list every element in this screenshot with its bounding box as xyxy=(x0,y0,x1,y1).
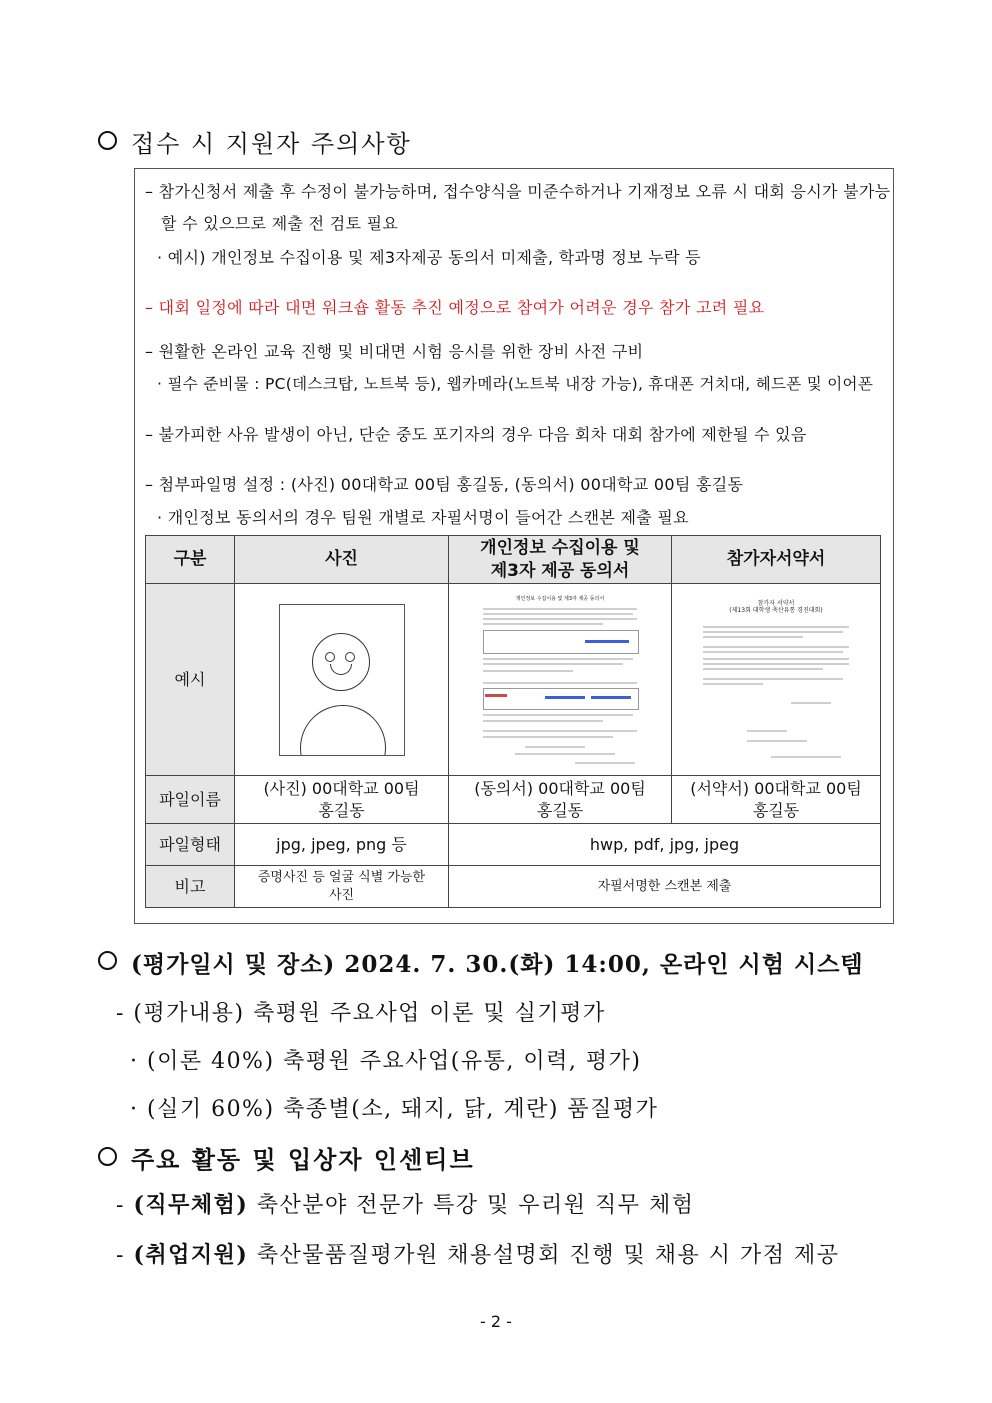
row-label-note: 비고 xyxy=(146,866,235,908)
example-table xyxy=(145,535,881,908)
body-icon xyxy=(300,705,386,756)
note-docs: 자필서명한 스캔본 제출 xyxy=(449,866,881,908)
circle-bullet-icon xyxy=(98,131,117,150)
table-row-example xyxy=(146,584,881,776)
filename-consent xyxy=(449,776,672,824)
notice-line-6: – 불가피한 사유 발생이 아닌, 단순 중도 포기자의 경우 다음 회차 대회 참가에 제한될 수 있음 xyxy=(145,425,807,444)
filename-consent-line-2: 홍길동 xyxy=(536,800,584,820)
notice-line-3: · 예시) 개인정보 수집이용 및 제3자제공 동의서 미제출, 학과명 정보 누락 등 xyxy=(157,248,701,267)
pledge-thumb-title-1: 참가자 서약서 xyxy=(757,599,795,607)
section-1-title: 접수 시 지원자 주의사항 xyxy=(131,130,412,158)
note-photo xyxy=(235,866,449,908)
eval-theory-line: · (이론 40%) 축평원 주요사업(유통, 이력, 평가) xyxy=(130,1049,642,1074)
notice-line-4: – 원활한 온라인 교육 진행 및 비대면 시험 응시를 위한 장비 사전 구비 xyxy=(145,342,644,361)
section-3-title: 주요 활동 및 입상자 인센티브 xyxy=(131,1145,475,1174)
activity-line-1-prefix: (직무체험) xyxy=(133,1192,249,1218)
eval-content-line: - (평가내용) 축평원 주요사업 이론 및 실기평가 xyxy=(116,1001,606,1026)
activity-line-2-text: 축산물품질평가원 채용설명회 진행 및 채용 시 가점 제공 xyxy=(256,1243,840,1268)
pledge-form-thumbnail xyxy=(691,590,861,770)
notice-line-2: 할 수 있으므로 제출 전 검토 필요 xyxy=(161,214,399,233)
section-3-heading xyxy=(98,1140,475,1175)
pledge-thumb-title xyxy=(691,600,861,614)
eval-practice-line: · (실기 60%) 축종별(소, 돼지, 닭, 계란) 품질평가 xyxy=(130,1097,659,1122)
filename-pledge-line-2: 홍길동 xyxy=(752,800,800,820)
example-pledge-cell xyxy=(672,584,881,776)
notice-line-red: – 대회 일정에 따라 대면 워크숍 활동 추진 예정으로 참여가 어려운 경우 참가 고려 필요 xyxy=(145,298,765,317)
filename-photo-line-1: (사진) 00대학교 00팀 xyxy=(263,778,420,798)
section-1-heading xyxy=(98,124,412,159)
page-number: - 2 - xyxy=(480,1312,512,1331)
circle-bullet-icon xyxy=(98,1147,117,1166)
face-icon xyxy=(312,633,370,691)
filename-photo xyxy=(235,776,449,824)
activity-line-1-text: 축산분야 전문가 특강 및 우리원 직무 체험 xyxy=(256,1193,695,1218)
filename-pledge xyxy=(672,776,881,824)
filetype-docs: hwp, pdf, jpg, jpeg xyxy=(449,824,881,866)
example-photo-cell xyxy=(235,584,449,776)
consent-form-thumbnail xyxy=(475,590,645,770)
consent-thumb-title: 개인정보 수집이용 및 제3자 제공 동의서 xyxy=(515,595,605,602)
notice-line-8: · 개인정보 동의서의 경우 팀원 개별로 자필서명이 들어간 스캔본 제출 필요 xyxy=(157,508,689,527)
note-photo-line-2: 사진 xyxy=(328,887,355,903)
filename-pledge-line-1: (서약서) 00대학교 00팀 xyxy=(690,778,862,798)
section-2-heading xyxy=(98,946,864,979)
activity-line-2-prefix: (취업지원) xyxy=(133,1242,249,1268)
table-header-row xyxy=(146,536,881,584)
example-consent-cell xyxy=(449,584,672,776)
header-pledge: 참가자서약서 xyxy=(672,536,881,584)
section-2-title: (평가일시 및 장소) 2024. 7. 30.(화) 14:00, 온라인 시험 시스템 xyxy=(131,951,864,978)
row-label-example: 예시 xyxy=(146,584,235,776)
pledge-thumb-title-2: (제13회 대학생 축산유통 경진대회) xyxy=(729,606,823,614)
note-photo-line-1: 증명사진 등 얼굴 식별 가능한 xyxy=(257,869,426,885)
row-label-filename: 파일이름 xyxy=(146,776,235,824)
filetype-photo: jpg, jpeg, png 등 xyxy=(235,824,449,866)
header-category: 구분 xyxy=(146,536,235,584)
header-consent xyxy=(449,536,672,584)
activity-line-1: - (직무체험) 축산분야 전문가 특강 및 우리원 직무 체험 xyxy=(116,1192,695,1218)
table-row-filename xyxy=(146,776,881,824)
header-photo: 사진 xyxy=(235,536,449,584)
table-row-filetype xyxy=(146,824,881,866)
header-consent-line-2: 제3자 제공 동의서 xyxy=(490,560,630,581)
activity-line-2: - (취업지원) 축산물품질평가원 채용설명회 진행 및 채용 시 가점 제공 xyxy=(116,1242,840,1268)
filename-photo-line-2: 홍길동 xyxy=(318,800,365,820)
table-row-note xyxy=(146,866,881,908)
notice-line-5: · 필수 준비물 : PC(데스크탑, 노트북 등), 웹카메라(노트북 내장 가능), 휴대폰 거치대, 헤드폰 및 이어폰 xyxy=(157,375,874,393)
notice-box xyxy=(134,168,894,924)
row-label-filetype: 파일형태 xyxy=(146,824,235,866)
notice-line-1: – 참가신청서 제출 후 수정이 불가능하며, 접수양식을 미준수하거나 기재정보 오류 시 대회 응시가 불가능 xyxy=(145,182,891,201)
filename-consent-line-1: (동의서) 00대학교 00팀 xyxy=(474,778,646,798)
notice-line-7: – 첨부파일명 설정 : (사진) 00대학교 00팀 홍길동, (동의서) 00대학교 00팀 홍길동 xyxy=(145,475,744,494)
photo-placeholder xyxy=(279,604,405,756)
circle-bullet-icon xyxy=(98,951,117,970)
header-consent-line-1: 개인정보 수집이용 및 xyxy=(480,537,640,558)
